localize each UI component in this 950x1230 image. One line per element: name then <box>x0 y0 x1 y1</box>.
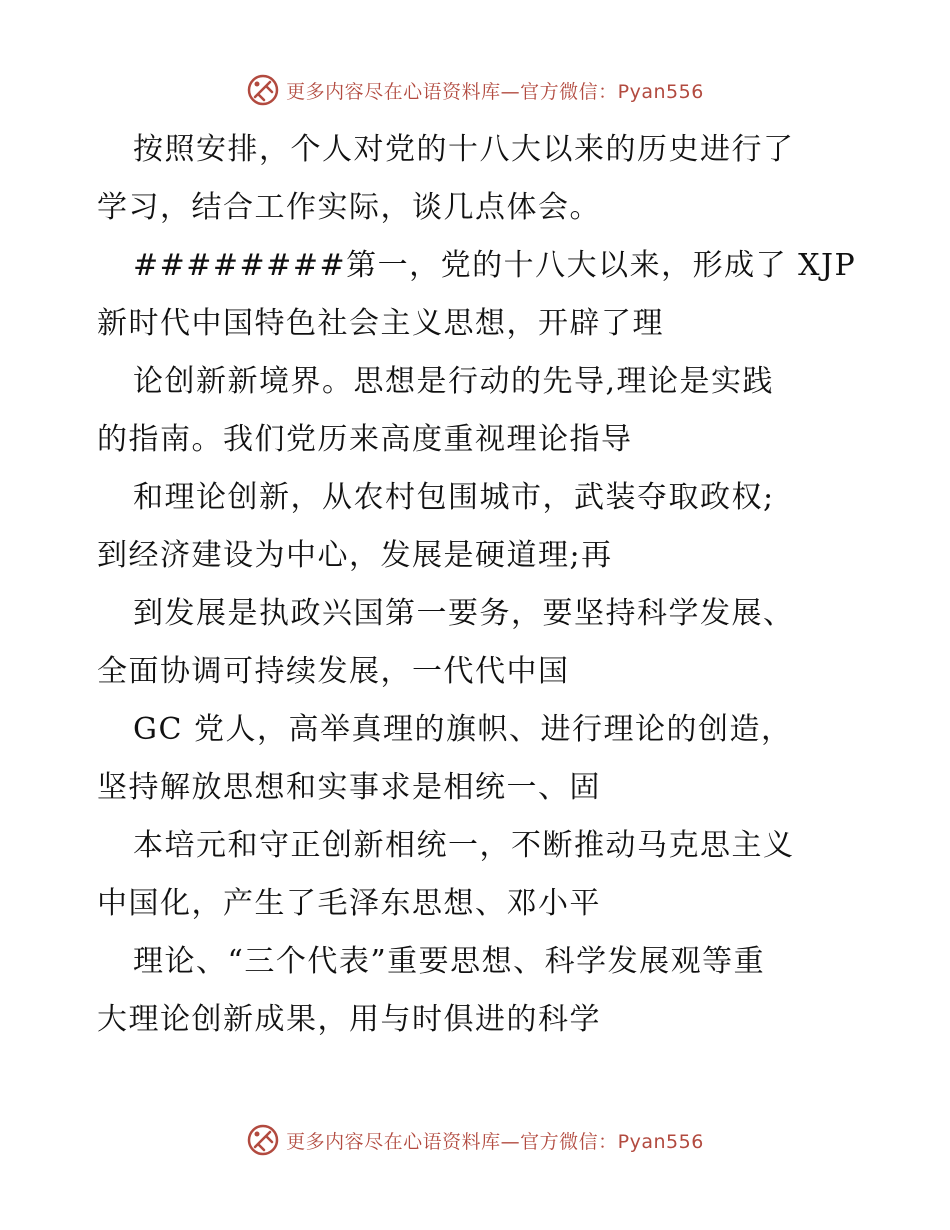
seal-logo-icon <box>246 1123 280 1157</box>
text-line: 到经济建设为中心，发展是硬道理;再 <box>97 538 613 573</box>
text-line: 按照安排，个人对党的十八大以来的历史进行了 <box>133 132 795 167</box>
text-line: 学习，结合工作实际，谈几点体会。 <box>97 190 601 225</box>
header-watermark-text: 更多内容尽在心语资料库—官方微信：Pyan556 <box>286 80 704 103</box>
text-line: 中国化，产生了毛泽东思想、邓小平 <box>97 886 601 921</box>
text-line: 坚持解放思想和实事求是相统一、固 <box>97 770 601 805</box>
footer-watermark <box>0 1120 950 1160</box>
text-line: 到发展是执政兴国第一要务，要坚持科学发展、 <box>133 596 795 631</box>
footer-watermark-text: 更多内容尽在心语资料库—官方微信：Pyan556 <box>286 1130 704 1153</box>
text-line: 本培元和守正创新相统一，不断推动马克思主义 <box>133 828 795 863</box>
text-line: 的指南。我们党历来高度重视理论指导 <box>97 422 633 457</box>
text-line: 理论、“三个代表”重要思想、科学发展观等重 <box>133 944 766 979</box>
text-line: 大理论创新成果，用与时俱进的科学 <box>97 1002 601 1037</box>
text-line: ########第一，党的十八大以来，形成了 XJP <box>133 248 857 283</box>
text-line: 和理论创新，从农村包围城市，武装夺取政权; <box>133 480 775 515</box>
text-line: 论创新新境界。思想是行动的先导,理论是实践 <box>133 364 775 399</box>
text-line: GC 党人，高举真理的旗帜、进行理论的创造， <box>133 712 793 747</box>
text-line: 新时代中国特色社会主义思想，开辟了理 <box>97 306 664 341</box>
text-line: 全面协调可持续发展，一代代中国 <box>97 654 570 689</box>
seal-logo-icon <box>246 73 280 107</box>
header-watermark <box>0 70 950 110</box>
